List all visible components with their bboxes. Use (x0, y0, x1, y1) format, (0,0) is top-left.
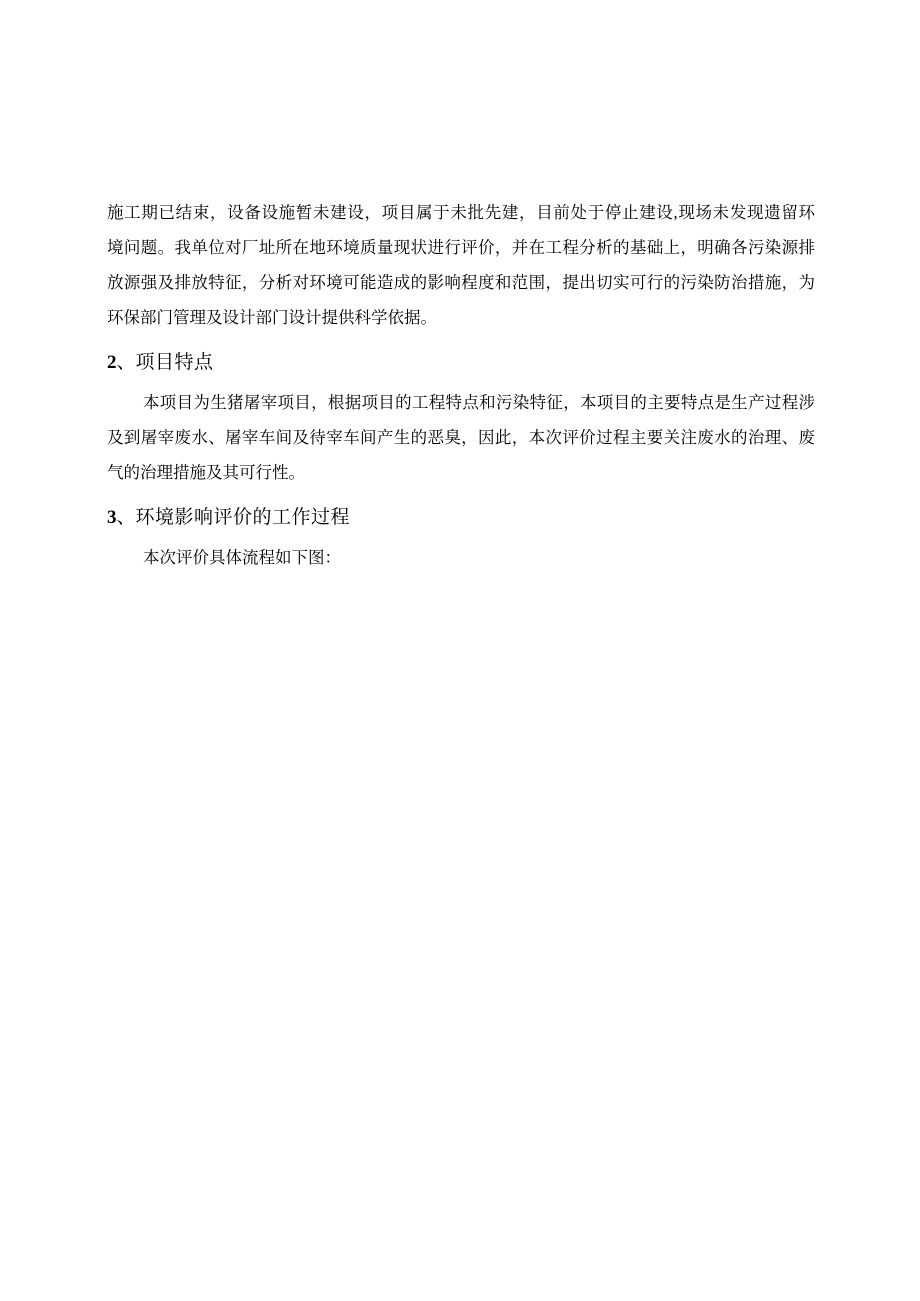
section-separator: 、 (116, 507, 136, 528)
section-title: 环境影响评价的工作过程 (135, 507, 351, 528)
paragraph-line: 施工期已结束，设备设施暂未建设，项目属于未批先建，目前处于停止建设,现场未发现遗留环 (107, 203, 815, 222)
paragraph-line: 及到屠宰废水、屠宰车间及待宰车间产生的恶臭，因此，本次评价过程主要关注废水的治理、废 (107, 428, 815, 447)
paragraph-line: 气的治理措施及其可行性。 (107, 463, 305, 482)
section-number: 2 (107, 352, 117, 373)
paragraph-line: 境问题。我单位对厂址所在地环境质量现状进行评价，并在工程分析的基础上，明确各污染源排 (107, 238, 815, 257)
section-separator: 、 (116, 352, 136, 373)
paragraph-line: 放源强及排放特征，分析对环境可能造成的影响程度和范围，提出切实可行的污染防治措施，为 (107, 273, 815, 292)
section-heading (107, 500, 350, 536)
section-title: 项目特点 (135, 352, 214, 373)
section-number: 3 (107, 507, 117, 528)
paragraph-line: 本次评价具体流程如下图： (143, 548, 341, 567)
paragraph-line: 环保部门管理及设计部门设计提供科学依据。 (107, 308, 437, 327)
section-heading (107, 345, 214, 381)
paragraph-line: 本项目为生猪屠宰项目，根据项目的工程特点和污染特征，本项目的主要特点是生产过程涉 (143, 393, 815, 412)
